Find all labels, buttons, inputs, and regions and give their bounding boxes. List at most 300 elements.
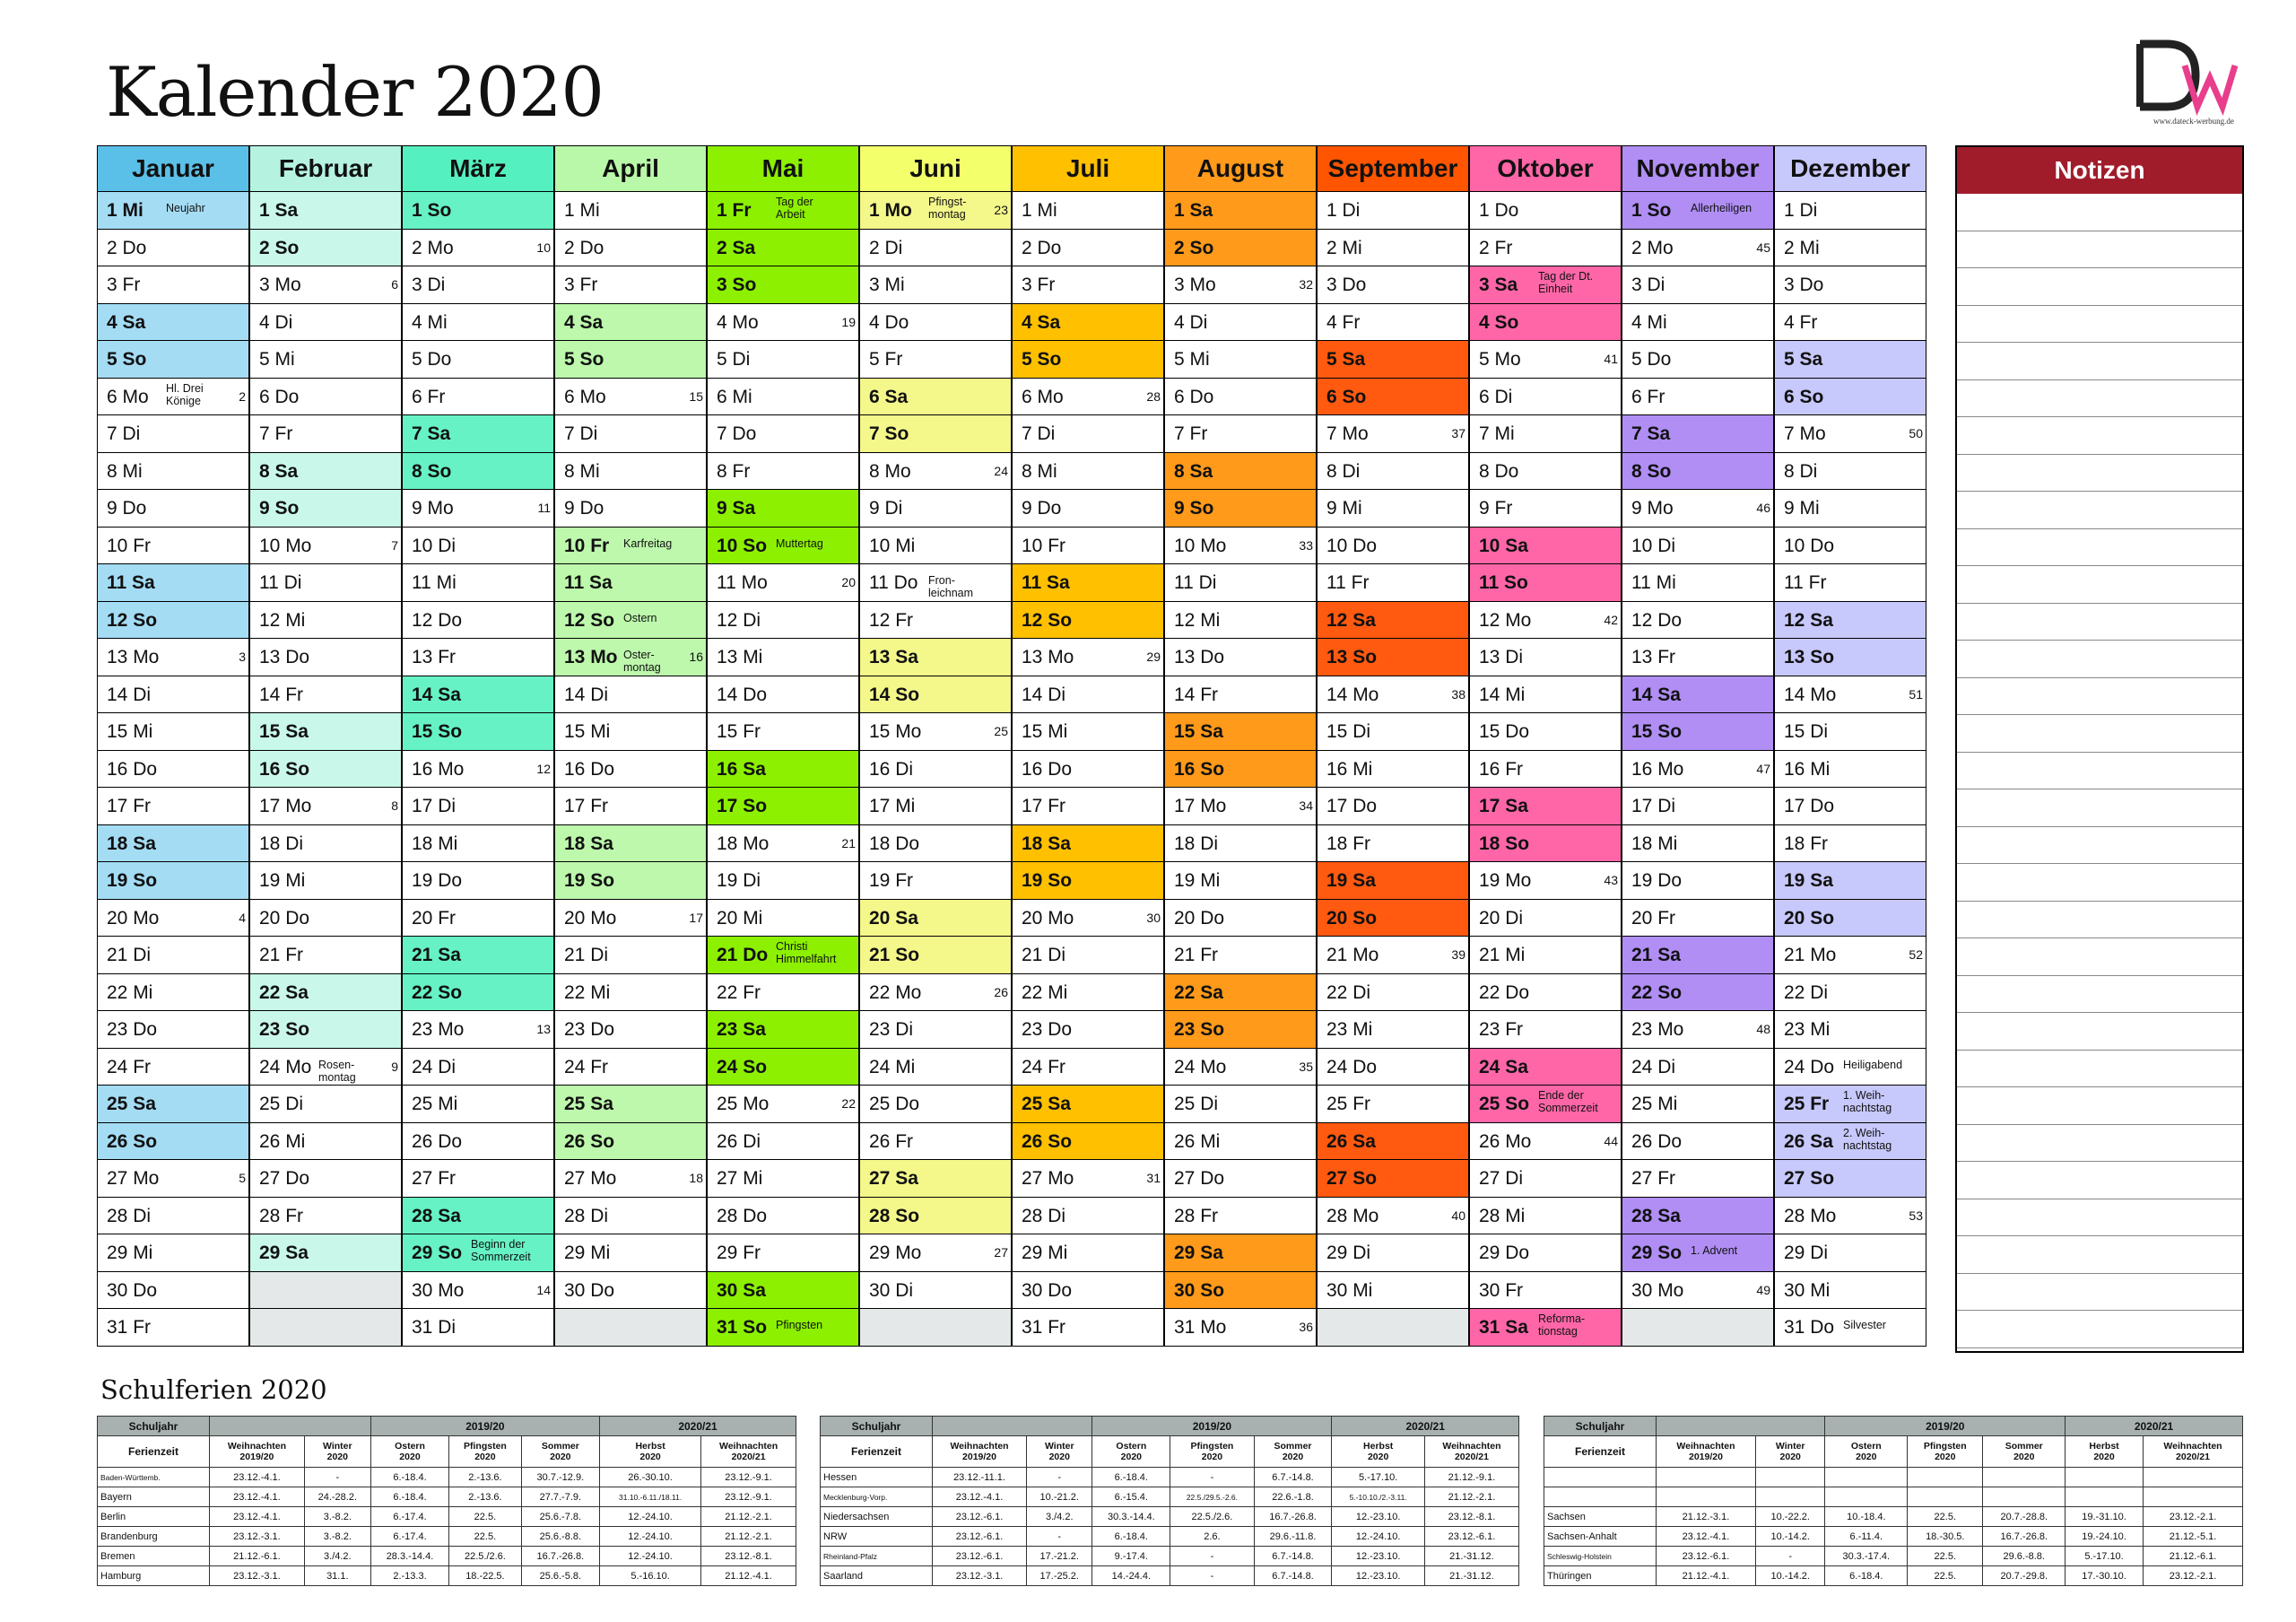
day-cell[interactable] (1164, 751, 1317, 789)
day-cell[interactable] (1317, 266, 1469, 304)
day-cell[interactable] (1469, 602, 1622, 640)
day-cell[interactable] (97, 1198, 249, 1235)
notes-line[interactable] (1957, 641, 2242, 678)
day-cell[interactable] (249, 453, 402, 491)
day-cell[interactable] (249, 490, 402, 528)
day-cell[interactable] (1012, 676, 1164, 714)
day-cell[interactable] (97, 564, 249, 602)
day-cell[interactable] (402, 1309, 554, 1347)
day-cell[interactable] (1774, 453, 1926, 491)
day-cell[interactable] (249, 713, 402, 751)
day-cell[interactable] (1469, 564, 1622, 602)
day-cell[interactable] (554, 751, 707, 789)
day-cell[interactable] (249, 564, 402, 602)
day-cell[interactable] (1317, 564, 1469, 602)
day-cell[interactable] (707, 1011, 859, 1049)
notes-line[interactable] (1957, 604, 2242, 641)
day-cell[interactable] (97, 453, 249, 491)
notes-line[interactable] (1957, 492, 2242, 529)
day-cell[interactable] (1164, 304, 1317, 342)
day-cell[interactable] (1774, 266, 1926, 304)
day-cell[interactable] (97, 862, 249, 900)
day-cell[interactable] (1012, 192, 1164, 230)
day-cell[interactable] (1774, 900, 1926, 937)
day-cell[interactable] (1774, 751, 1926, 789)
day-cell[interactable] (1012, 528, 1164, 565)
day-cell[interactable] (1164, 862, 1317, 900)
day-cell[interactable] (402, 825, 554, 863)
day-cell[interactable] (707, 1309, 859, 1347)
day-cell[interactable] (1317, 862, 1469, 900)
day-cell[interactable] (1317, 490, 1469, 528)
notes-line[interactable] (1957, 1051, 2242, 1088)
day-cell[interactable] (1164, 1309, 1317, 1347)
day-cell[interactable] (1469, 341, 1622, 379)
day-cell[interactable] (1622, 825, 1774, 863)
notes-line[interactable] (1957, 753, 2242, 790)
notes-line[interactable] (1957, 380, 2242, 418)
day-cell[interactable] (707, 1086, 859, 1123)
day-cell[interactable] (1622, 862, 1774, 900)
day-cell[interactable] (707, 379, 859, 416)
day-cell[interactable] (1164, 490, 1317, 528)
day-cell[interactable] (1774, 825, 1926, 863)
day-cell[interactable] (1469, 1049, 1622, 1086)
day-cell[interactable] (554, 266, 707, 304)
day-cell[interactable] (402, 1272, 554, 1310)
day-cell[interactable] (249, 266, 402, 304)
day-cell[interactable] (402, 1234, 554, 1272)
day-cell[interactable] (1774, 1198, 1926, 1235)
day-cell[interactable] (1622, 1234, 1774, 1272)
notes-line[interactable] (1957, 455, 2242, 493)
day-cell[interactable] (402, 1160, 554, 1198)
day-cell[interactable] (402, 751, 554, 789)
day-cell[interactable] (402, 192, 554, 230)
day-cell[interactable] (97, 341, 249, 379)
day-cell[interactable] (1317, 602, 1469, 640)
day-cell[interactable] (554, 1123, 707, 1161)
day-cell[interactable] (554, 1049, 707, 1086)
day-cell[interactable] (402, 453, 554, 491)
day-cell[interactable] (1317, 453, 1469, 491)
day-cell[interactable] (1012, 602, 1164, 640)
day-cell[interactable] (1774, 713, 1926, 751)
day-cell[interactable] (1164, 1086, 1317, 1123)
day-cell[interactable] (859, 230, 1012, 267)
day-cell[interactable] (1469, 1086, 1622, 1123)
day-cell[interactable] (859, 602, 1012, 640)
day-cell[interactable] (1469, 788, 1622, 825)
day-cell[interactable] (859, 825, 1012, 863)
day-cell[interactable] (707, 1123, 859, 1161)
day-cell[interactable] (1774, 415, 1926, 453)
day-cell[interactable] (1774, 676, 1926, 714)
day-cell[interactable] (1317, 379, 1469, 416)
day-cell[interactable] (1622, 230, 1774, 267)
day-cell[interactable] (1012, 304, 1164, 342)
day-cell[interactable] (1622, 1123, 1774, 1161)
day-cell[interactable] (707, 937, 859, 974)
day-cell[interactable] (859, 676, 1012, 714)
day-cell[interactable] (1622, 788, 1774, 825)
day-cell[interactable] (707, 490, 859, 528)
day-cell[interactable] (1317, 937, 1469, 974)
day-cell[interactable] (1012, 379, 1164, 416)
day-cell[interactable] (97, 602, 249, 640)
day-cell[interactable] (97, 825, 249, 863)
day-cell[interactable] (554, 564, 707, 602)
day-cell[interactable] (402, 379, 554, 416)
day-cell[interactable] (1164, 1123, 1317, 1161)
day-cell[interactable] (859, 900, 1012, 937)
day-cell[interactable] (402, 713, 554, 751)
day-cell[interactable] (707, 1198, 859, 1235)
day-cell[interactable] (402, 602, 554, 640)
day-cell[interactable] (97, 490, 249, 528)
day-cell[interactable] (554, 1086, 707, 1123)
day-cell[interactable] (1164, 1234, 1317, 1272)
day-cell[interactable] (97, 1309, 249, 1347)
day-cell[interactable] (1164, 713, 1317, 751)
day-cell[interactable] (1469, 415, 1622, 453)
day-cell[interactable] (97, 379, 249, 416)
day-cell[interactable] (1622, 1049, 1774, 1086)
day-cell[interactable] (249, 900, 402, 937)
day-cell[interactable] (1774, 1086, 1926, 1123)
day-cell[interactable] (859, 751, 1012, 789)
day-cell[interactable] (1164, 1198, 1317, 1235)
day-cell[interactable] (859, 490, 1012, 528)
day-cell[interactable] (554, 528, 707, 565)
day-cell[interactable] (1622, 490, 1774, 528)
day-cell[interactable] (1012, 230, 1164, 267)
day-cell[interactable] (402, 676, 554, 714)
day-cell[interactable] (1164, 1272, 1317, 1310)
day-cell[interactable] (1164, 1049, 1317, 1086)
day-cell[interactable] (97, 1086, 249, 1123)
day-cell[interactable] (1317, 1011, 1469, 1049)
notes-line[interactable] (1957, 938, 2242, 976)
day-cell[interactable] (402, 1049, 554, 1086)
day-cell[interactable] (554, 490, 707, 528)
day-cell[interactable] (1774, 639, 1926, 676)
day-cell[interactable] (1317, 1160, 1469, 1198)
day-cell[interactable] (1622, 192, 1774, 230)
day-cell[interactable] (1774, 304, 1926, 342)
day-cell[interactable] (859, 1011, 1012, 1049)
day-cell[interactable] (1164, 453, 1317, 491)
day-cell[interactable] (1469, 862, 1622, 900)
day-cell[interactable] (1012, 1049, 1164, 1086)
day-cell[interactable] (402, 862, 554, 900)
day-cell[interactable] (1164, 341, 1317, 379)
day-cell[interactable] (1774, 379, 1926, 416)
notes-line[interactable] (1957, 678, 2242, 716)
day-cell[interactable] (707, 602, 859, 640)
day-cell[interactable] (97, 900, 249, 937)
day-cell[interactable] (1317, 1086, 1469, 1123)
day-cell[interactable] (554, 713, 707, 751)
day-cell[interactable] (707, 192, 859, 230)
day-cell[interactable] (249, 379, 402, 416)
day-cell[interactable] (1469, 1123, 1622, 1161)
day-cell[interactable] (1469, 1272, 1622, 1310)
day-cell[interactable] (97, 751, 249, 789)
day-cell[interactable] (707, 341, 859, 379)
day-cell[interactable] (707, 1049, 859, 1086)
day-cell[interactable] (249, 1198, 402, 1235)
day-cell[interactable] (1164, 266, 1317, 304)
day-cell[interactable] (402, 490, 554, 528)
day-cell[interactable] (1164, 1011, 1317, 1049)
day-cell[interactable] (1774, 1309, 1926, 1347)
day-cell[interactable] (707, 862, 859, 900)
day-cell[interactable] (249, 341, 402, 379)
day-cell[interactable] (1622, 1160, 1774, 1198)
day-cell[interactable] (1469, 937, 1622, 974)
day-cell[interactable] (554, 862, 707, 900)
day-cell[interactable] (554, 192, 707, 230)
day-cell[interactable] (402, 415, 554, 453)
day-cell[interactable] (1012, 1011, 1164, 1049)
day-cell[interactable] (97, 192, 249, 230)
day-cell[interactable] (859, 304, 1012, 342)
day-cell[interactable] (859, 974, 1012, 1012)
day-cell[interactable] (707, 415, 859, 453)
day-cell[interactable] (1622, 751, 1774, 789)
notes-line[interactable] (1957, 417, 2242, 455)
day-cell[interactable] (1317, 192, 1469, 230)
day-cell[interactable] (97, 937, 249, 974)
notes-line[interactable] (1957, 1125, 2242, 1163)
day-cell[interactable] (1164, 937, 1317, 974)
day-cell[interactable] (1469, 825, 1622, 863)
day-cell[interactable] (1012, 453, 1164, 491)
day-cell[interactable] (97, 266, 249, 304)
day-cell[interactable] (1622, 937, 1774, 974)
day-cell[interactable] (97, 230, 249, 267)
day-cell[interactable] (1622, 676, 1774, 714)
day-cell[interactable] (1012, 341, 1164, 379)
day-cell[interactable] (249, 825, 402, 863)
day-cell[interactable] (1317, 676, 1469, 714)
day-cell[interactable] (1317, 825, 1469, 863)
day-cell[interactable] (249, 862, 402, 900)
notes-line[interactable] (1957, 306, 2242, 344)
notes-line[interactable] (1957, 827, 2242, 865)
day-cell[interactable] (1317, 415, 1469, 453)
day-cell[interactable] (1469, 639, 1622, 676)
day-cell[interactable] (554, 788, 707, 825)
day-cell[interactable] (1164, 379, 1317, 416)
day-cell[interactable] (402, 230, 554, 267)
day-cell[interactable] (97, 1049, 249, 1086)
day-cell[interactable] (1774, 564, 1926, 602)
day-cell[interactable] (859, 528, 1012, 565)
day-cell[interactable] (707, 639, 859, 676)
day-cell[interactable] (1469, 266, 1622, 304)
day-cell[interactable] (1317, 713, 1469, 751)
day-cell[interactable] (1622, 900, 1774, 937)
notes-line[interactable] (1957, 789, 2242, 827)
day-cell[interactable] (97, 1123, 249, 1161)
day-cell[interactable] (859, 713, 1012, 751)
day-cell[interactable] (1012, 1309, 1164, 1347)
day-cell[interactable] (249, 751, 402, 789)
day-cell[interactable] (1622, 1086, 1774, 1123)
day-cell[interactable] (249, 1123, 402, 1161)
day-cell[interactable] (1622, 1198, 1774, 1235)
day-cell[interactable] (707, 266, 859, 304)
day-cell[interactable] (1469, 1309, 1622, 1347)
day-cell[interactable] (859, 788, 1012, 825)
day-cell[interactable] (1622, 341, 1774, 379)
day-cell[interactable] (1774, 602, 1926, 640)
day-cell[interactable] (554, 230, 707, 267)
day-cell[interactable] (1012, 415, 1164, 453)
day-cell[interactable] (1164, 825, 1317, 863)
day-cell[interactable] (1164, 415, 1317, 453)
day-cell[interactable] (97, 1011, 249, 1049)
day-cell[interactable] (1622, 1272, 1774, 1310)
day-cell[interactable] (1774, 1123, 1926, 1161)
day-cell[interactable] (707, 453, 859, 491)
day-cell[interactable] (97, 676, 249, 714)
day-cell[interactable] (249, 415, 402, 453)
day-cell[interactable] (1469, 676, 1622, 714)
day-cell[interactable] (707, 304, 859, 342)
day-cell[interactable] (1317, 639, 1469, 676)
day-cell[interactable] (707, 564, 859, 602)
notes-line[interactable] (1957, 566, 2242, 604)
day-cell[interactable] (554, 415, 707, 453)
day-cell[interactable] (1012, 974, 1164, 1012)
day-cell[interactable] (859, 453, 1012, 491)
day-cell[interactable] (707, 676, 859, 714)
day-cell[interactable] (1164, 602, 1317, 640)
day-cell[interactable] (1012, 1272, 1164, 1310)
day-cell[interactable] (554, 825, 707, 863)
notes-line[interactable] (1957, 864, 2242, 902)
day-cell[interactable] (1012, 937, 1164, 974)
day-cell[interactable] (554, 1234, 707, 1272)
day-cell[interactable] (1622, 266, 1774, 304)
day-cell[interactable] (249, 1086, 402, 1123)
notes-line[interactable] (1957, 231, 2242, 269)
day-cell[interactable] (402, 528, 554, 565)
day-cell[interactable] (554, 1160, 707, 1198)
notes-line[interactable] (1957, 902, 2242, 939)
day-cell[interactable] (1774, 1049, 1926, 1086)
day-cell[interactable] (97, 974, 249, 1012)
day-cell[interactable] (859, 192, 1012, 230)
day-cell[interactable] (554, 341, 707, 379)
day-cell[interactable] (1164, 528, 1317, 565)
day-cell[interactable] (249, 974, 402, 1012)
day-cell[interactable] (1012, 862, 1164, 900)
day-cell[interactable] (1469, 1198, 1622, 1235)
day-cell[interactable] (1622, 974, 1774, 1012)
day-cell[interactable] (1012, 1198, 1164, 1235)
day-cell[interactable] (859, 1123, 1012, 1161)
day-cell[interactable] (1164, 639, 1317, 676)
day-cell[interactable] (1317, 1234, 1469, 1272)
day-cell[interactable] (1774, 1160, 1926, 1198)
day-cell[interactable] (1774, 862, 1926, 900)
day-cell[interactable] (859, 379, 1012, 416)
day-cell[interactable] (249, 937, 402, 974)
day-cell[interactable] (859, 862, 1012, 900)
notes-line[interactable] (1957, 1162, 2242, 1199)
day-cell[interactable] (859, 1272, 1012, 1310)
day-cell[interactable] (1012, 713, 1164, 751)
notes-line[interactable] (1957, 194, 2242, 231)
day-cell[interactable] (1622, 564, 1774, 602)
day-cell[interactable] (249, 1234, 402, 1272)
day-cell[interactable] (1317, 974, 1469, 1012)
day-cell[interactable] (1774, 1234, 1926, 1272)
day-cell[interactable] (1469, 900, 1622, 937)
day-cell[interactable] (249, 1049, 402, 1086)
day-cell[interactable] (97, 1160, 249, 1198)
notes-line[interactable] (1957, 268, 2242, 306)
day-cell[interactable] (249, 676, 402, 714)
notes-line[interactable] (1957, 1274, 2242, 1312)
day-cell[interactable] (554, 304, 707, 342)
day-cell[interactable] (859, 1234, 1012, 1272)
day-cell[interactable] (707, 713, 859, 751)
day-cell[interactable] (1012, 751, 1164, 789)
day-cell[interactable] (1622, 602, 1774, 640)
day-cell[interactable] (1469, 1234, 1622, 1272)
day-cell[interactable] (1164, 900, 1317, 937)
day-cell[interactable] (402, 1198, 554, 1235)
day-cell[interactable] (1317, 1123, 1469, 1161)
day-cell[interactable] (1012, 266, 1164, 304)
notes-line[interactable] (1957, 715, 2242, 753)
day-cell[interactable] (1317, 1198, 1469, 1235)
day-cell[interactable] (859, 1086, 1012, 1123)
day-cell[interactable] (859, 415, 1012, 453)
day-cell[interactable] (554, 974, 707, 1012)
day-cell[interactable] (249, 602, 402, 640)
day-cell[interactable] (707, 528, 859, 565)
day-cell[interactable] (554, 1198, 707, 1235)
day-cell[interactable] (554, 602, 707, 640)
day-cell[interactable] (1774, 230, 1926, 267)
day-cell[interactable] (554, 676, 707, 714)
day-cell[interactable] (249, 528, 402, 565)
day-cell[interactable] (1774, 937, 1926, 974)
day-cell[interactable] (554, 1272, 707, 1310)
day-cell[interactable] (1622, 639, 1774, 676)
day-cell[interactable] (1774, 490, 1926, 528)
day-cell[interactable] (1317, 230, 1469, 267)
day-cell[interactable] (1012, 1123, 1164, 1161)
day-cell[interactable] (1622, 528, 1774, 565)
day-cell[interactable] (1012, 825, 1164, 863)
day-cell[interactable] (554, 379, 707, 416)
day-cell[interactable] (1317, 304, 1469, 342)
day-cell[interactable] (402, 1011, 554, 1049)
day-cell[interactable] (97, 528, 249, 565)
day-cell[interactable] (97, 788, 249, 825)
notes-line[interactable] (1957, 1087, 2242, 1125)
day-cell[interactable] (1469, 1160, 1622, 1198)
day-cell[interactable] (249, 1160, 402, 1198)
day-cell[interactable] (1164, 230, 1317, 267)
